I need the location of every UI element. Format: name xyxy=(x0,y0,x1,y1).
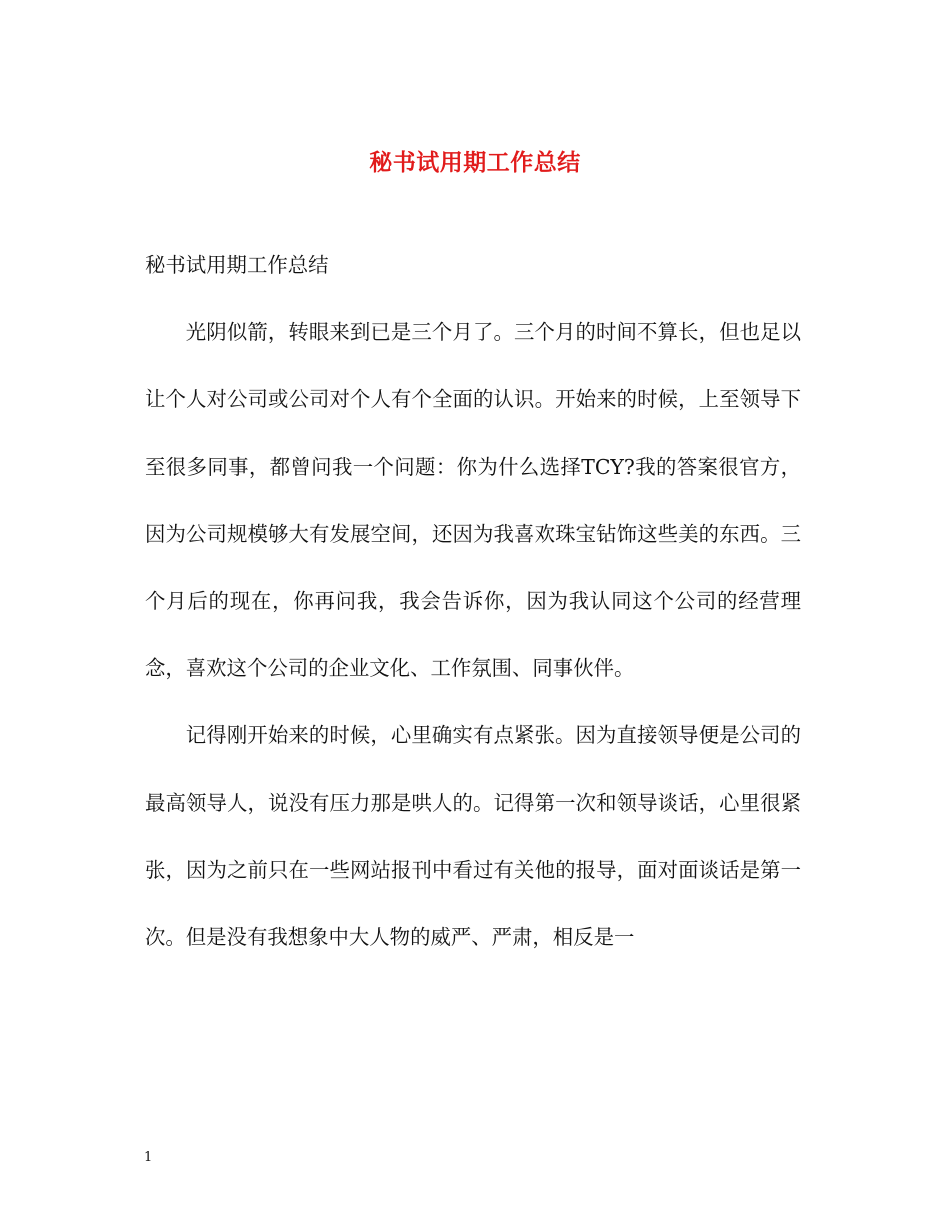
document-body xyxy=(145,232,801,971)
paragraph-2: 记得刚开始来的时候，心里确实有点紧张。因为直接领导便是公司的最高领导人，说没有压力那是哄人的。记得第一次和领导谈话，心里很紧张，因为之前只在一些网站报刊中看过有关他的报导，面对面谈话是第一次。但是没有我想象中大人物的威严、严肃，相反是一 xyxy=(145,723,801,950)
page-number: 1 xyxy=(144,1150,153,1165)
document-subtitle: 秘书试用期工作总结 xyxy=(145,253,329,277)
document-title: 秘书试用期工作总结 xyxy=(369,149,581,176)
paragraph-1: 光阴似箭，转眼来到已是三个月了。三个月的时间不算长，但也足以让个人对公司或公司对个人有个全面的认识。开始来的时候，上至领导下至很多同事，都曾问我一个问题：你为什么选择TCY?我的答案很官方，因为公司规模够大有发展空间，还因为我喜欢珠宝钻饰这些美的东西。三个月后的现在，你再问我，我会告诉你，因为我认同这个公司的经营理念，喜欢这个公司的企业文化、工作氛围、同事伙伴。 xyxy=(145,320,801,681)
